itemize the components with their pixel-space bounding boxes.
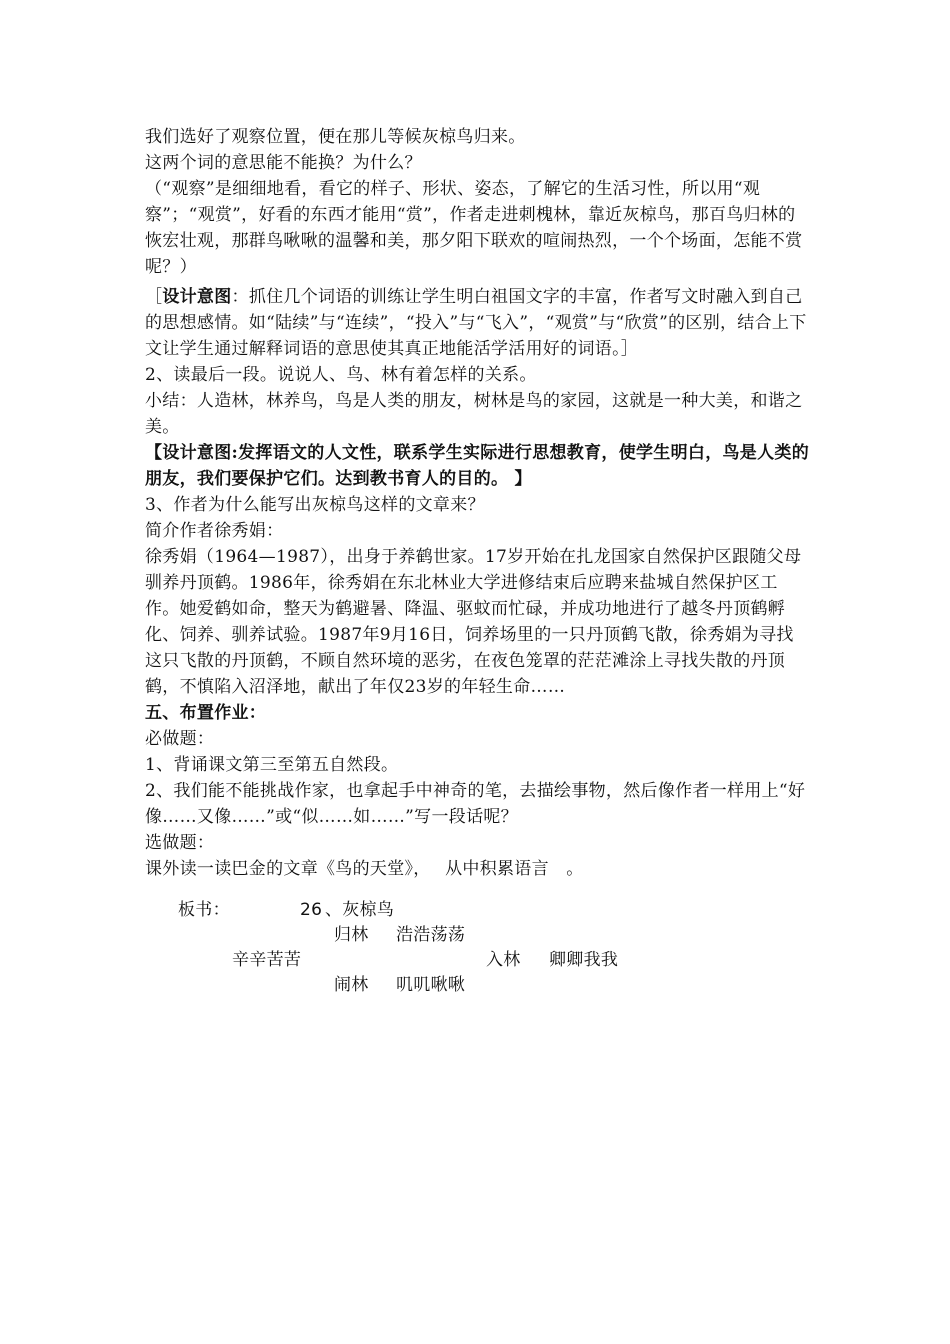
design-intent-1 (145, 284, 810, 362)
homework-item-2: 2、我们能不能挑战作家，也拿起手中神奇的笔，去描绘事物，然后像作者一样用上“好像……又像……”或“似……如……”写一段话呢？ (145, 781, 806, 827)
paragraph-explanation: （“观察”是细细地看，看它的样子、形状、姿态，了解它的生活习性，所以用“观察”；“观赏”，好看的东西才能用“赏”，作者走进刺槐林，靠近灰椋鸟，那百鸟归林的恢宏壮观，那群鸟啾啾的温馨和美，那夕阳下联欢的喧闹热烈，一个个场面，怎能不赏呢？） (145, 179, 803, 277)
board-label: 板书： (178, 900, 230, 920)
board-rulin: 入林 (486, 950, 521, 970)
board-lesson-title: 、灰椋鸟 (325, 900, 395, 920)
optional-text: 课外读一读巴金的文章《鸟的天堂》， 从中积累语言 。 (145, 859, 584, 879)
paragraph-summary: 小结：人造林，林养鸟，鸟是人类的朋友，树林是鸟的家园，这就是一种大美，和谐之美。 (145, 391, 803, 437)
paragraph-author-bio: 徐秀娟（1964—1987），出身于养鹤世家。17岁开始在扎龙国家自然保护区跟随父母驯养丹顶鹤。1986年，徐秀娟在东北林业大学进修结束后应聘来盐城自然保护区工作。她爱鹤如命，整天为鹤避暑、降温、驱蚊而忙碌，并成功地进行了越冬丹顶鹤孵化、饲养、驯养试验。1987年9月16日，饲养场里的一只丹顶鹤飞散，徐秀娟为寻找这只飞散的丹顶鹤，不顾自然环境的恶劣，在夜色笼罩的茫茫滩涂上寻找失散的丹顶鹤，不慎陷入沼泽地，献出了年仅23岁的年轻生命…… (145, 547, 802, 697)
optional-label: 选做题： (145, 833, 215, 853)
board-xinxinkuku: 辛辛苦苦 (232, 950, 302, 970)
design-intent-2 (145, 440, 810, 492)
board-haohaodangdang: 浩浩荡荡 (396, 925, 466, 945)
paragraph-read-last: 2、读最后一段。说说人、鸟、林有着怎样的关系。 (145, 365, 537, 385)
homework-heading: 五、布置作业： (145, 703, 267, 723)
document-body (145, 124, 810, 882)
board-naolin: 闹林 (334, 975, 369, 995)
design-intent-1-text: ：抓住几个词语的训练让学生明白祖国文字的丰富，作者写文时融入到自己的思想感情。如“陆续”与“连续”，“投入”与“飞入”，“观赏”与“欣赏”的区别，结合上下文让学生通过解释词语的意思使其真正地能活学活用好的词语。］ (145, 287, 807, 359)
board-lesson-number: 26 (300, 900, 323, 920)
design-intent-1-bracket: ［ (145, 287, 163, 307)
paragraph-question: 这两个词的意思能不能换？为什么？ (145, 153, 422, 173)
paragraph-observe-position: 我们选好了观察位置，便在那儿等候灰椋鸟归来。 (145, 127, 526, 147)
paragraph-author-intro: 简介作者徐秀娟： (145, 521, 284, 541)
board-qingqingwowo: 卿卿我我 (549, 950, 619, 970)
homework-item-1: 1、背诵课文第三至第五自然段。 (145, 755, 399, 775)
design-intent-2-bracket: 【 (145, 443, 163, 463)
board-jijijiujiu: 叽叽啾啾 (396, 975, 466, 995)
board-guilin: 归林 (334, 925, 369, 945)
paragraph-question-3: 3、作者为什么能写出灰椋鸟这样的文章来？ (145, 495, 485, 515)
design-intent-2-text: :发挥语文的人文性，联系学生实际进行思想教育，使学生明白，鸟是人类的朋友，我们要保护它们。达到教书育人的目的。 】 (145, 443, 809, 489)
required-label: 必做题： (145, 729, 215, 749)
design-intent-2-label: 设计意图 (162, 443, 232, 463)
design-intent-1-label: 设计意图 (162, 287, 232, 307)
